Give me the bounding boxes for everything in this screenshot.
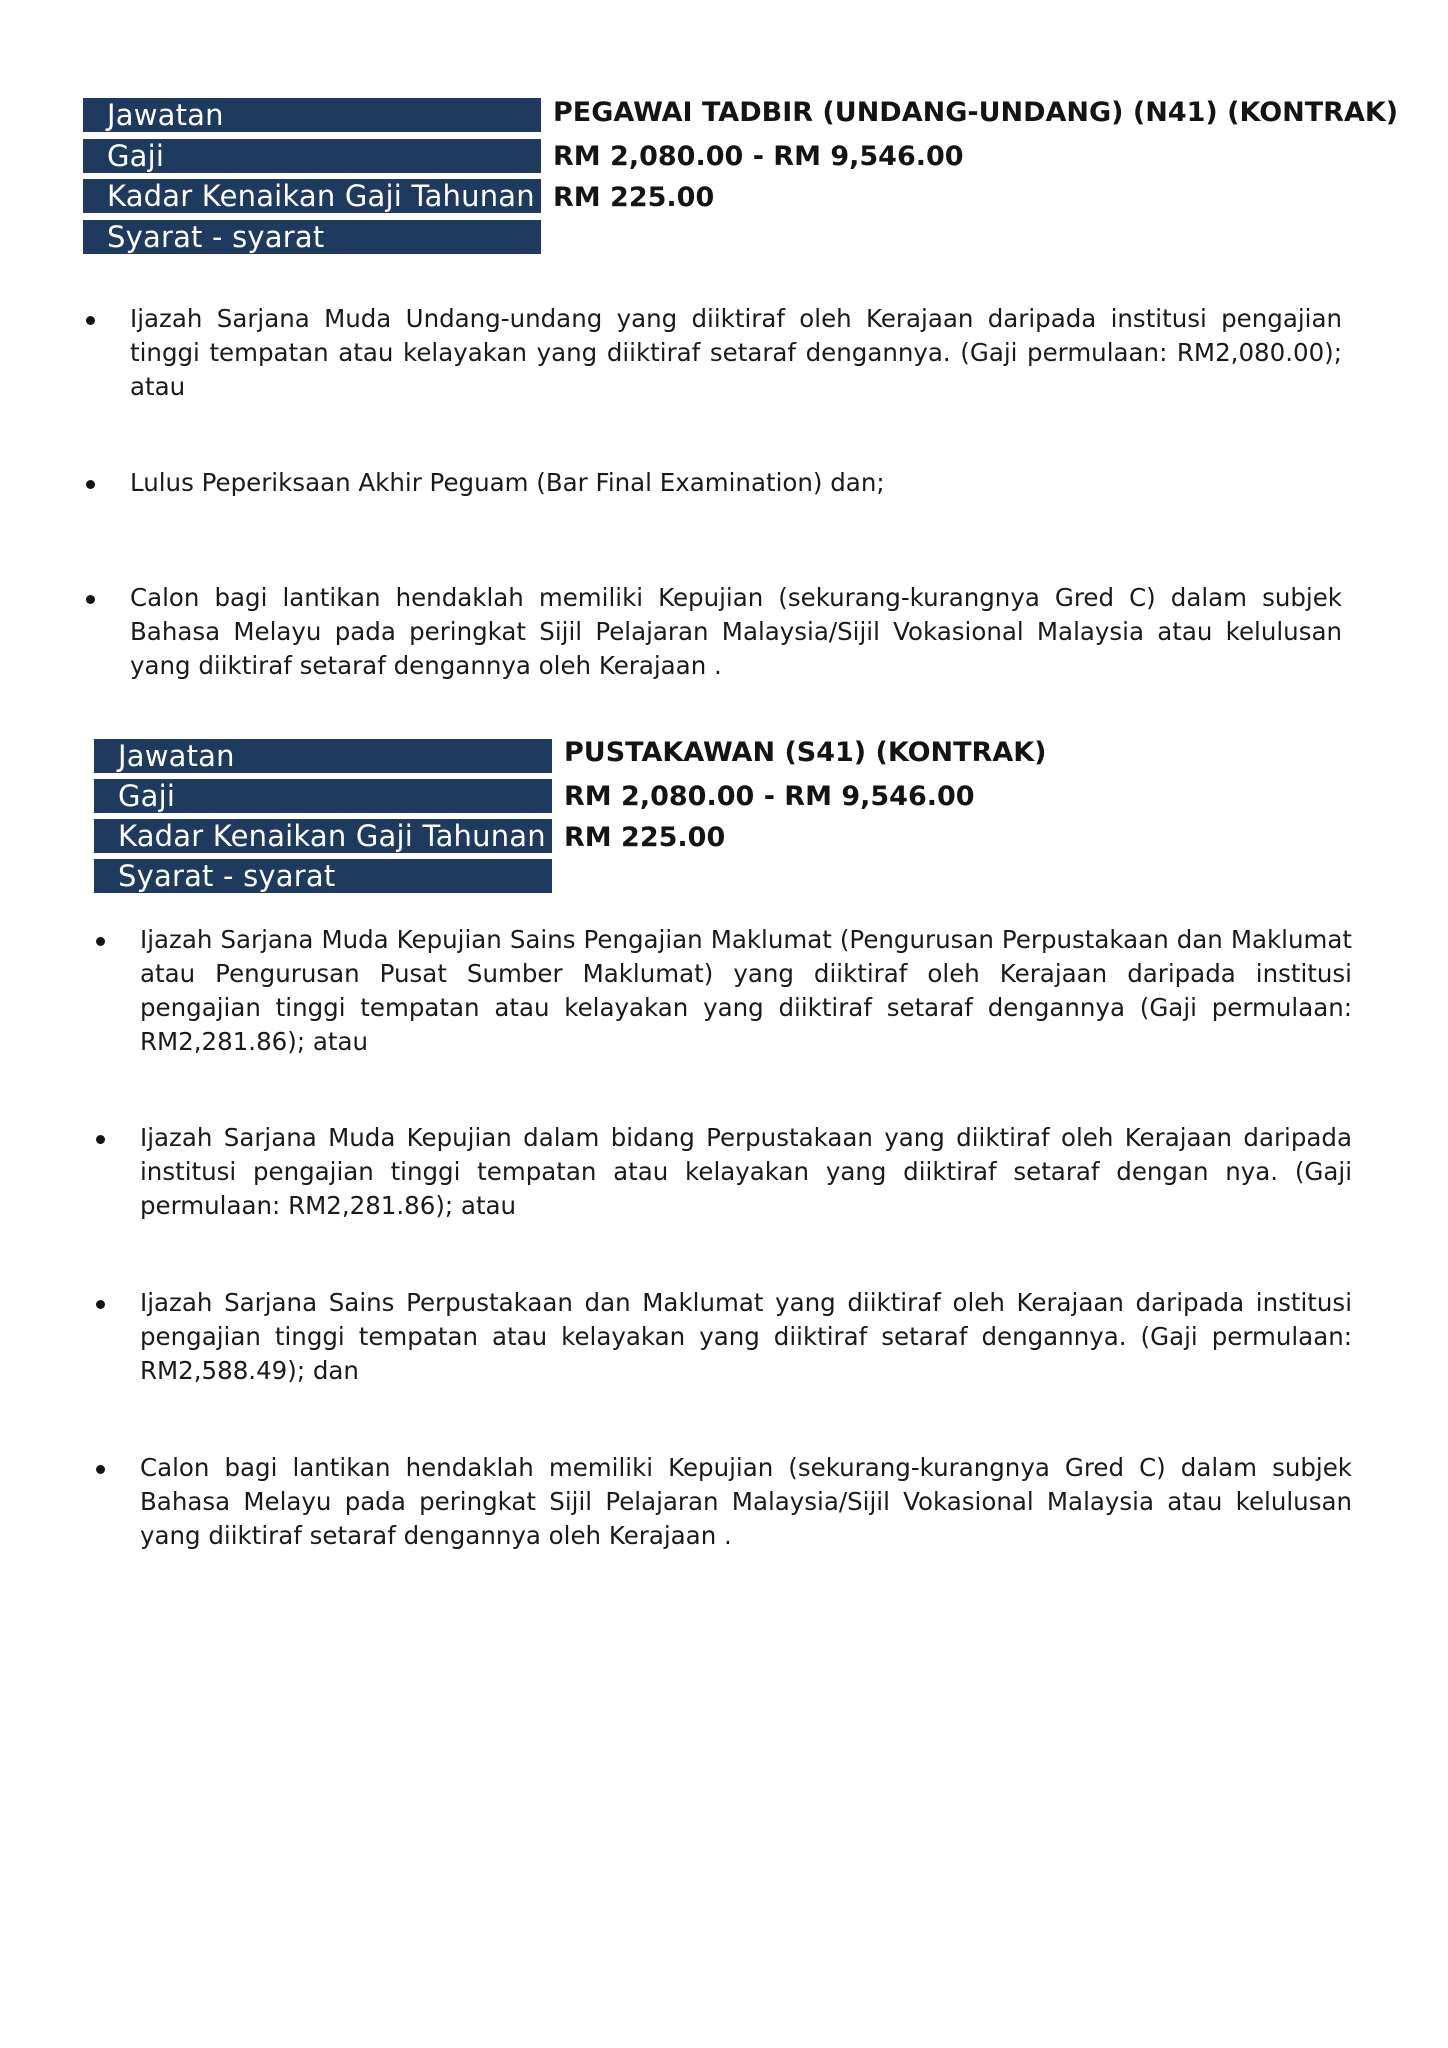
label-jawatan: Jawatan bbox=[94, 739, 552, 773]
bullet-icon bbox=[96, 937, 105, 946]
job-increment: RM 225.00 bbox=[553, 182, 715, 213]
requirement-text: Ijazah Sarjana Sains Perpustakaan dan Maklumat yang diiktiraf oleh Kerajaan daripada institusi pengajian tinggi tempatan atau kelayakan yang diiktiraf setaraf dengannya. (Gaji permulaan: RM2,588.49); dan bbox=[140, 1288, 1352, 1385]
list-item bbox=[96, 923, 1352, 1063]
bullet-icon bbox=[86, 316, 95, 325]
bullet-icon bbox=[96, 1465, 105, 1474]
bullet-icon bbox=[96, 1300, 105, 1309]
job-salary: RM 2,080.00 - RM 9,546.00 bbox=[564, 781, 975, 812]
list-item bbox=[86, 466, 1342, 506]
list-item bbox=[96, 1121, 1352, 1231]
label-gaji: Gaji bbox=[94, 779, 552, 813]
list-item bbox=[96, 1451, 1352, 1561]
label-syarat: Syarat - syarat bbox=[94, 859, 552, 893]
job-title: PUSTAKAWAN (S41) (KONTRAK) bbox=[564, 737, 1047, 768]
list-item bbox=[86, 302, 1342, 412]
label-kadar-kenaikan: Kadar Kenaikan Gaji Tahunan bbox=[94, 819, 552, 853]
label-gaji: Gaji bbox=[83, 139, 541, 173]
requirement-text: Ijazah Sarjana Muda Kepujian Sains Pengajian Maklumat (Pengurusan Perpustakaan dan Maklumat atau Pengurusan Pusat Sumber Maklumat) yang diiktiraf oleh Kerajaan daripada institusi pengajian tinggi tempatan atau kelayakan yang diiktiraf setaraf dengannya (Gaji permulaan: RM2,281.86); atau bbox=[140, 925, 1352, 1056]
bullet-icon bbox=[86, 595, 95, 604]
label-jawatan: Jawatan bbox=[83, 98, 541, 132]
requirement-text: Ijazah Sarjana Muda Kepujian dalam bidang Perpustakaan yang diiktiraf oleh Kerajaan daripada institusi pengajian tinggi tempatan atau kelayakan yang diiktiraf setaraf dengan nya. (Gaji permulaan: RM2,281.86); atau bbox=[140, 1123, 1352, 1220]
list-item bbox=[96, 1286, 1352, 1396]
requirement-text: Lulus Peperiksaan Akhir Peguam (Bar Final Examination) dan; bbox=[130, 468, 885, 497]
job-title: PEGAWAI TADBIR (UNDANG-UNDANG) (N41) (KONTRAK) bbox=[553, 97, 1399, 128]
requirement-text: Calon bagi lantikan hendaklah memiliki Kepujian (sekurang-kurangnya Gred C) dalam subjek Bahasa Melayu pada peringkat Sijil Pelajaran Malaysia/Sijil Vokasional Malaysia atau kelulusan yang diiktiraf setaraf dengannya oleh Kerajaan . bbox=[140, 1453, 1352, 1550]
bullet-icon bbox=[96, 1135, 105, 1144]
bullet-icon bbox=[86, 480, 95, 489]
label-kadar-kenaikan: Kadar Kenaikan Gaji Tahunan bbox=[83, 179, 541, 213]
job-salary: RM 2,080.00 - RM 9,546.00 bbox=[553, 141, 964, 172]
requirement-text: Ijazah Sarjana Muda Undang-undang yang diiktiraf oleh Kerajaan daripada institusi pengajian tinggi tempatan atau kelayakan yang diiktiraf setaraf dengannya. (Gaji permulaan: RM2,080.00); atau bbox=[130, 304, 1342, 401]
job-increment: RM 225.00 bbox=[564, 822, 726, 853]
label-syarat: Syarat - syarat bbox=[83, 220, 541, 254]
list-item bbox=[86, 581, 1342, 691]
requirement-text: Calon bagi lantikan hendaklah memiliki Kepujian (sekurang-kurangnya Gred C) dalam subjek Bahasa Melayu pada peringkat Sijil Pelajaran Malaysia/Sijil Vokasional Malaysia atau kelulusan yang diiktiraf setaraf dengannya oleh Kerajaan . bbox=[130, 583, 1342, 680]
